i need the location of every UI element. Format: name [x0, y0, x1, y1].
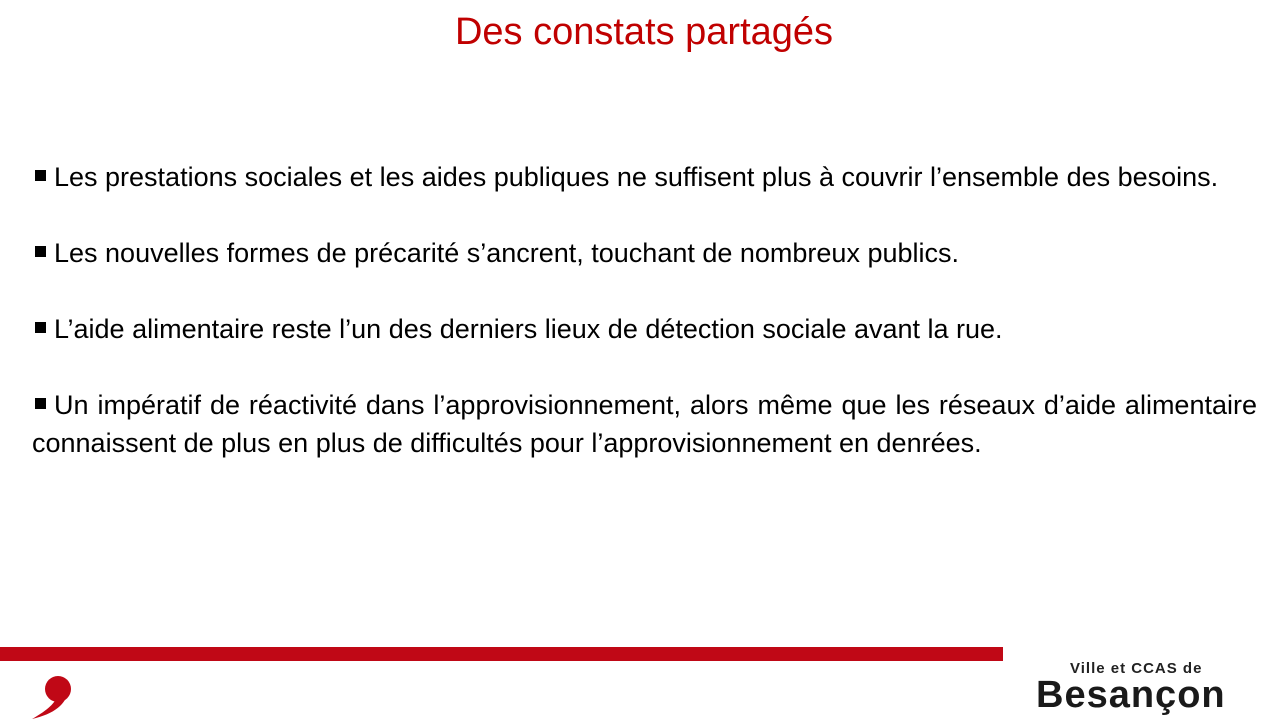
- footer-red-bar: [0, 647, 1003, 661]
- list-item: [32, 386, 1257, 462]
- list-item: [32, 234, 1257, 272]
- square-bullet-icon: [35, 322, 46, 333]
- logo-title: Besançon: [1036, 674, 1226, 716]
- logo-subtitle: Ville et CCAS de: [1070, 660, 1203, 677]
- list-item: [32, 310, 1257, 348]
- slide-title: Des constats partagés: [454, 11, 834, 53]
- square-bullet-icon: [35, 398, 46, 409]
- list-item: [32, 158, 1257, 196]
- list-item-text: Les prestations sociales et les aides publiques ne suffisent plus à couvrir l’ensemble des besoins.: [54, 162, 1219, 192]
- besancon-logo: [1036, 660, 1268, 718]
- comma-mark-logo-icon: [24, 672, 80, 720]
- square-bullet-icon: [35, 170, 46, 181]
- list-item-text: Un impératif de réactivité dans l’approvisionnement, alors même que les réseaux d’aide alimentaire connaissent de plus en plus de difficultés pour l’approvisionnement en denrées.: [32, 390, 1257, 458]
- bullet-list: [32, 158, 1257, 500]
- list-item-text: L’aide alimentaire reste l’un des derniers lieux de détection sociale avant la rue.: [54, 314, 1003, 344]
- list-item-text: Les nouvelles formes de précarité s’ancrent, touchant de nombreux publics.: [54, 238, 960, 268]
- square-bullet-icon: [35, 246, 46, 257]
